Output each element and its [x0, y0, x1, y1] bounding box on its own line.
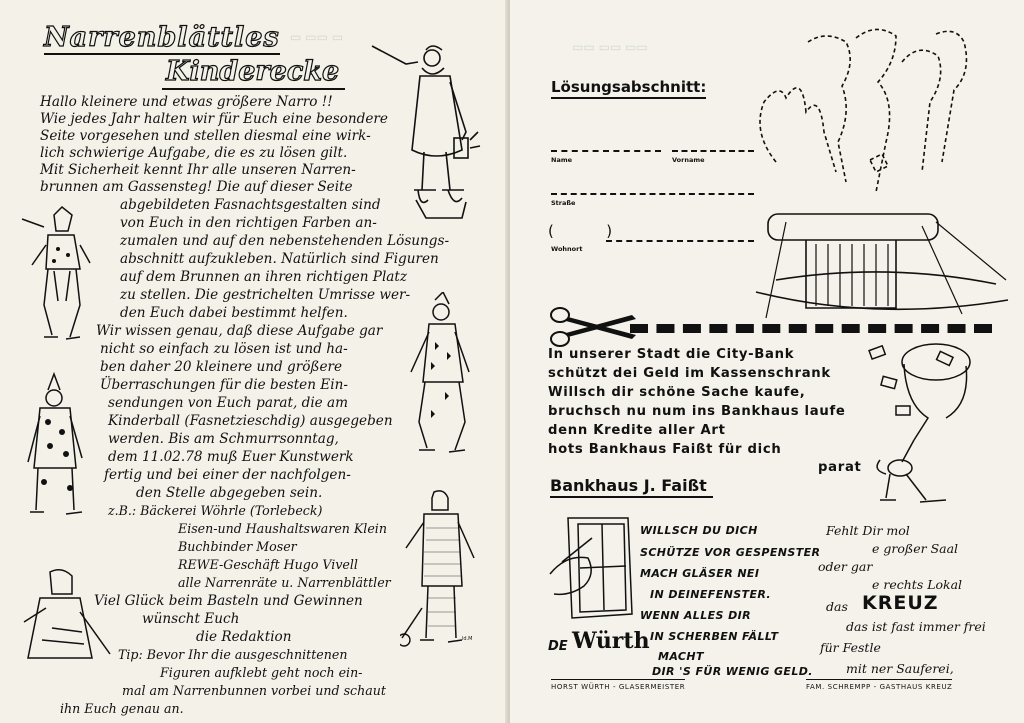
- money-net-cartoon: [866, 334, 978, 514]
- text-line: alle Narrenräte u. Narrenblättler: [178, 575, 391, 590]
- text-line: Figuren aufklebt geht noch ein-: [160, 665, 363, 680]
- text-line: Überraschungen für die besten Ein-: [100, 377, 348, 393]
- text-line: mal am Narrenbunnen vorbei und schaut: [122, 683, 386, 698]
- text-line: dem 11.02.78 muß Euer Kunstwerk: [108, 449, 354, 465]
- text-line: abschnitt aufzukleben. Natürlich sind Figuren: [120, 251, 439, 267]
- text-line: Buchbinder Moser: [178, 539, 297, 554]
- text-line: von Euch in den richtigen Farben an-: [120, 215, 377, 231]
- text-line: z.B.: Bäckerei Wöhrle (Torlebeck): [108, 503, 323, 518]
- text-line: Mit Sicherheit kennt Ihr alle unseren Narren-: [40, 162, 356, 178]
- ad-line: WILLSCH DU DICH: [640, 524, 758, 537]
- kreuz-footer: FAM. SCHREMPP - GASTHAUS KREUZ: [806, 683, 953, 691]
- text-line: die Redaktion: [196, 629, 292, 645]
- ad-line: DIR 'S FÜR WENIG GELD.: [652, 665, 813, 678]
- artist-signature: ld.M: [462, 636, 473, 642]
- pointing-jester-figure: [366, 40, 486, 225]
- poem-line: hots Bankhaus Faißt für dich: [548, 442, 782, 457]
- text-line: Wie jedes Jahr halten wir für Euch eine besondere: [40, 111, 388, 127]
- fountain-illustration: [746, 22, 1018, 322]
- first-name-label: Vorname: [672, 156, 705, 164]
- text-line: den Euch dabei bestimmt helfen.: [120, 305, 348, 321]
- text-line: Seite vorgesehen und stellen diesmal eine wirk-: [40, 128, 371, 144]
- wuerth-brand-prefix: DE: [548, 639, 568, 654]
- text-line: Viel Glück beim Basteln und Gewinnen: [94, 593, 363, 609]
- text-line: ben daher 20 kleinere und größere: [100, 359, 343, 375]
- scissors-icon: [548, 305, 638, 349]
- ad-line: SCHÜTZE VOR GESPENSTER: [640, 546, 821, 559]
- text-line: abgebildeten Fasnachtsgestalten sind: [120, 197, 381, 213]
- poem-line: schützt dei Geld im Kassenschrank: [548, 366, 831, 381]
- ad-line: das: [826, 599, 848, 614]
- street-label: Straße: [551, 199, 576, 207]
- text-line: brunnen am Gassensteg! Die auf dieser Seite: [40, 179, 353, 195]
- solution-form-title: Lösungsabschnitt:: [551, 78, 707, 96]
- name-field[interactable]: [551, 150, 661, 152]
- ad-line: Fehlt Dir mol: [826, 523, 910, 538]
- poem-line: bruchsch nu num ins Bankhaus laufe: [548, 404, 846, 419]
- text-line: Hallo kleinere und etwas größere Narro !!: [40, 94, 333, 110]
- street-field[interactable]: [551, 193, 754, 195]
- ad-line: IN DEINEFENSTER.: [650, 588, 772, 601]
- fool-with-staff-figure: [405, 292, 477, 460]
- ad-line: e großer Saal: [872, 541, 959, 556]
- text-line: auf dem Brunnen an ihren richtigen Platz: [120, 269, 408, 285]
- text-line: Kinderball (Fasnetzieschdig) ausgegeben: [108, 413, 393, 429]
- text-line: Wir wissen genau, daß diese Aufgabe gar: [96, 323, 383, 339]
- ad-line: für Festle: [820, 640, 881, 655]
- name-label: Name: [551, 156, 573, 164]
- window-cartoon: [548, 514, 634, 624]
- text-line: zu stellen. Die gestrichelten Umrisse wer-: [120, 287, 411, 303]
- wuerth-brand: Würth: [572, 628, 650, 654]
- ad-line: MACHT: [658, 650, 704, 663]
- bleed-through-text: ▭ ▭▭ ▭: [290, 30, 343, 44]
- page-title: Narrenblättles: [44, 22, 280, 53]
- text-line: nicht so einfach zu lösen ist und ha-: [100, 341, 348, 357]
- ad-line: das ist fast immer frei: [846, 619, 986, 634]
- town-field[interactable]: [606, 240, 754, 242]
- bleed-through-text: ▭▭ ▭▭ ▭▭: [572, 40, 648, 54]
- ad-line: e rechts Lokal: [872, 577, 963, 592]
- text-line: Eisen-und Haushaltswaren Klein: [178, 521, 387, 536]
- poem-line: denn Kredite aller Art: [548, 423, 726, 438]
- text-line: den Stelle abgegeben sein.: [136, 485, 323, 501]
- first-name-field[interactable]: [672, 150, 754, 152]
- text-line: lich schwierige Aufgabe, die es zu lösen gilt.: [40, 145, 348, 161]
- cut-line: [630, 324, 992, 333]
- ad-line: IN SCHERBEN FÄLLT: [650, 630, 779, 643]
- text-line: fertig und bei einer der nachfolgen-: [104, 467, 351, 483]
- ad-line: MACH GLÄSER NEI: [640, 567, 760, 580]
- poem-line: In unserer Stadt die City-Bank: [548, 347, 795, 362]
- ad-line: WENN ALLES DIR: [640, 609, 751, 622]
- bank-name: Bankhaus J. Faißt: [550, 476, 707, 495]
- ad-line: oder gar: [818, 559, 873, 574]
- wuerth-footer: HORST WÜRTH - GLASERMEISTER: [551, 683, 686, 691]
- text-line: Tip: Bevor Ihr die ausgeschnittenen: [118, 647, 348, 662]
- text-line: wünscht Euch: [142, 611, 240, 627]
- poem-line: Willsch dir schöne Sache kaufe,: [548, 385, 806, 400]
- text-line: zumalen und auf den nebenstehenden Lösungs-: [120, 233, 450, 249]
- text-line: werden. Bis am Schmurrsonntag,: [108, 431, 339, 447]
- poem-line: parat: [818, 460, 862, 475]
- left-page: [0, 0, 508, 723]
- ad-line: mit ner Sauferei,: [846, 661, 954, 676]
- text-line: REWE-Geschäft Hugo Vivell: [178, 557, 358, 572]
- town-label: Wohnort: [551, 245, 583, 253]
- zip-parentheses: ( ): [548, 222, 613, 240]
- text-line: sendungen von Euch parat, die am: [108, 395, 349, 411]
- kreuz-brand: KREUZ: [862, 592, 939, 614]
- witch-figure: [22, 568, 114, 664]
- feather-jester-figure: [18, 205, 98, 345]
- page-subtitle: Kinderecke: [166, 56, 340, 87]
- chainmail-knight-figure: [400, 488, 482, 648]
- text-line: ihn Euch genau an.: [60, 701, 184, 716]
- spotted-fool-figure: [26, 372, 84, 522]
